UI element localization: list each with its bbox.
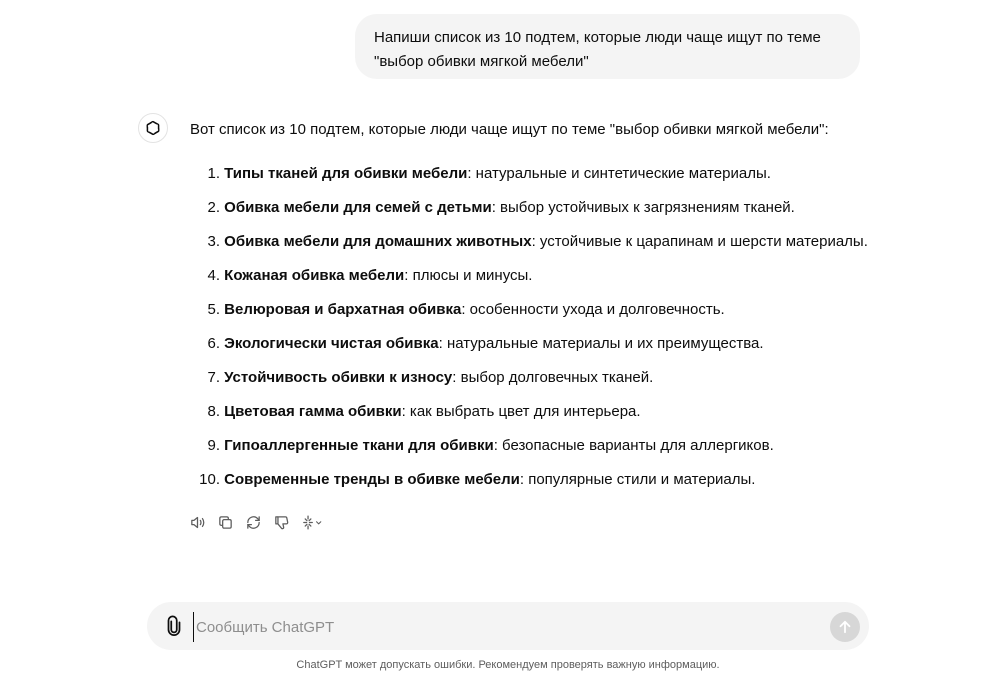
list-item-number: 1. [207, 165, 220, 182]
list-item-description: : популярные стили и материалы. [519, 471, 756, 488]
list-item-description: : плюсы и минусы. [404, 267, 533, 284]
list-item-number: 3. [207, 233, 220, 250]
list-item-title: Цветовая гамма обивки [224, 403, 402, 420]
list-item [190, 400, 868, 434]
user-message-bubble [355, 14, 860, 79]
user-message-line-2: "выбор обивки мягкой мебели" [374, 53, 589, 70]
regenerate-icon [245, 514, 262, 531]
message-composer [147, 602, 869, 650]
list-item-number: 10. [199, 471, 220, 488]
read-aloud-icon [189, 514, 206, 531]
list-item [190, 230, 868, 264]
list-item [190, 468, 868, 502]
list-item-description: : натуральные и синтетические материалы. [467, 165, 771, 182]
list-item-number: 6. [207, 335, 220, 352]
message-input[interactable] [193, 612, 818, 642]
list-item-description: : выбор долговечных тканей. [452, 369, 654, 386]
list-item-title: Велюровая и бархатная обивка [224, 301, 462, 318]
assistant-intro-text: Вот список из 10 подтем, которые люди чаще ищут по теме "выбор обивки мягкой мебели": [190, 121, 829, 138]
list-item-number: 9. [207, 437, 220, 454]
list-item-description: : как выбрать цвет для интерьера. [401, 403, 641, 420]
send-button[interactable] [830, 612, 860, 642]
copy-button[interactable] [214, 511, 236, 533]
thumbs-down-icon [273, 514, 290, 531]
list-item-number: 7. [207, 369, 220, 386]
list-item [190, 162, 868, 196]
list-item-description: : выбор устойчивых к загрязнениям тканей. [491, 199, 795, 216]
attach-button[interactable] [162, 614, 186, 638]
list-item-title: Современные тренды в обивке мебели [224, 471, 520, 488]
list-item [190, 196, 868, 230]
list-item [190, 332, 868, 366]
list-item-number: 5. [207, 301, 220, 318]
paperclip-icon [163, 615, 185, 637]
list-item-number: 4. [207, 267, 220, 284]
read-aloud-button[interactable] [186, 511, 208, 533]
list-item-number: 2. [207, 199, 220, 216]
list-item [190, 264, 868, 298]
list-item-title: Типы тканей для обивки мебели [224, 165, 468, 182]
list-item-title: Гипоаллергенные ткани для обивки [224, 437, 494, 454]
arrow-up-icon [836, 618, 854, 636]
list-item-title: Устойчивость обивки к износу [224, 369, 453, 386]
list-item-title: Экологически чистая обивка [224, 335, 439, 352]
list-item-description: : особенности ухода и долговечность. [461, 301, 725, 318]
list-item-description: : натуральные материалы и их преимущества. [438, 335, 764, 352]
answer-list [190, 162, 868, 502]
message-actions [186, 511, 328, 533]
thumbs-down-button[interactable] [270, 511, 292, 533]
list-item [190, 366, 868, 400]
switch-model-button[interactable] [298, 511, 328, 533]
user-message-line-1: Напиши список из 10 подтем, которые люди чаще ищут по теме [374, 29, 821, 46]
list-item-number: 8. [207, 403, 220, 420]
list-item-title: Обивка мебели для семей с детьми [224, 199, 492, 216]
openai-logo-icon [138, 113, 168, 143]
copy-icon [217, 514, 234, 531]
regenerate-button[interactable] [242, 511, 264, 533]
disclaimer-text: ChatGPT может допускать ошибки. Рекомендуем проверять важную информацию. [296, 659, 720, 671]
list-item [190, 434, 868, 468]
list-item-title: Обивка мебели для домашних животных [224, 233, 532, 250]
list-item-description: : безопасные варианты для аллергиков. [493, 437, 774, 454]
sparkle-model-icon [300, 514, 326, 531]
list-item-description: : устойчивые к царапинам и шерсти материалы. [531, 233, 868, 250]
list-item-title: Кожаная обивка мебели [224, 267, 405, 284]
list-item [190, 298, 868, 332]
